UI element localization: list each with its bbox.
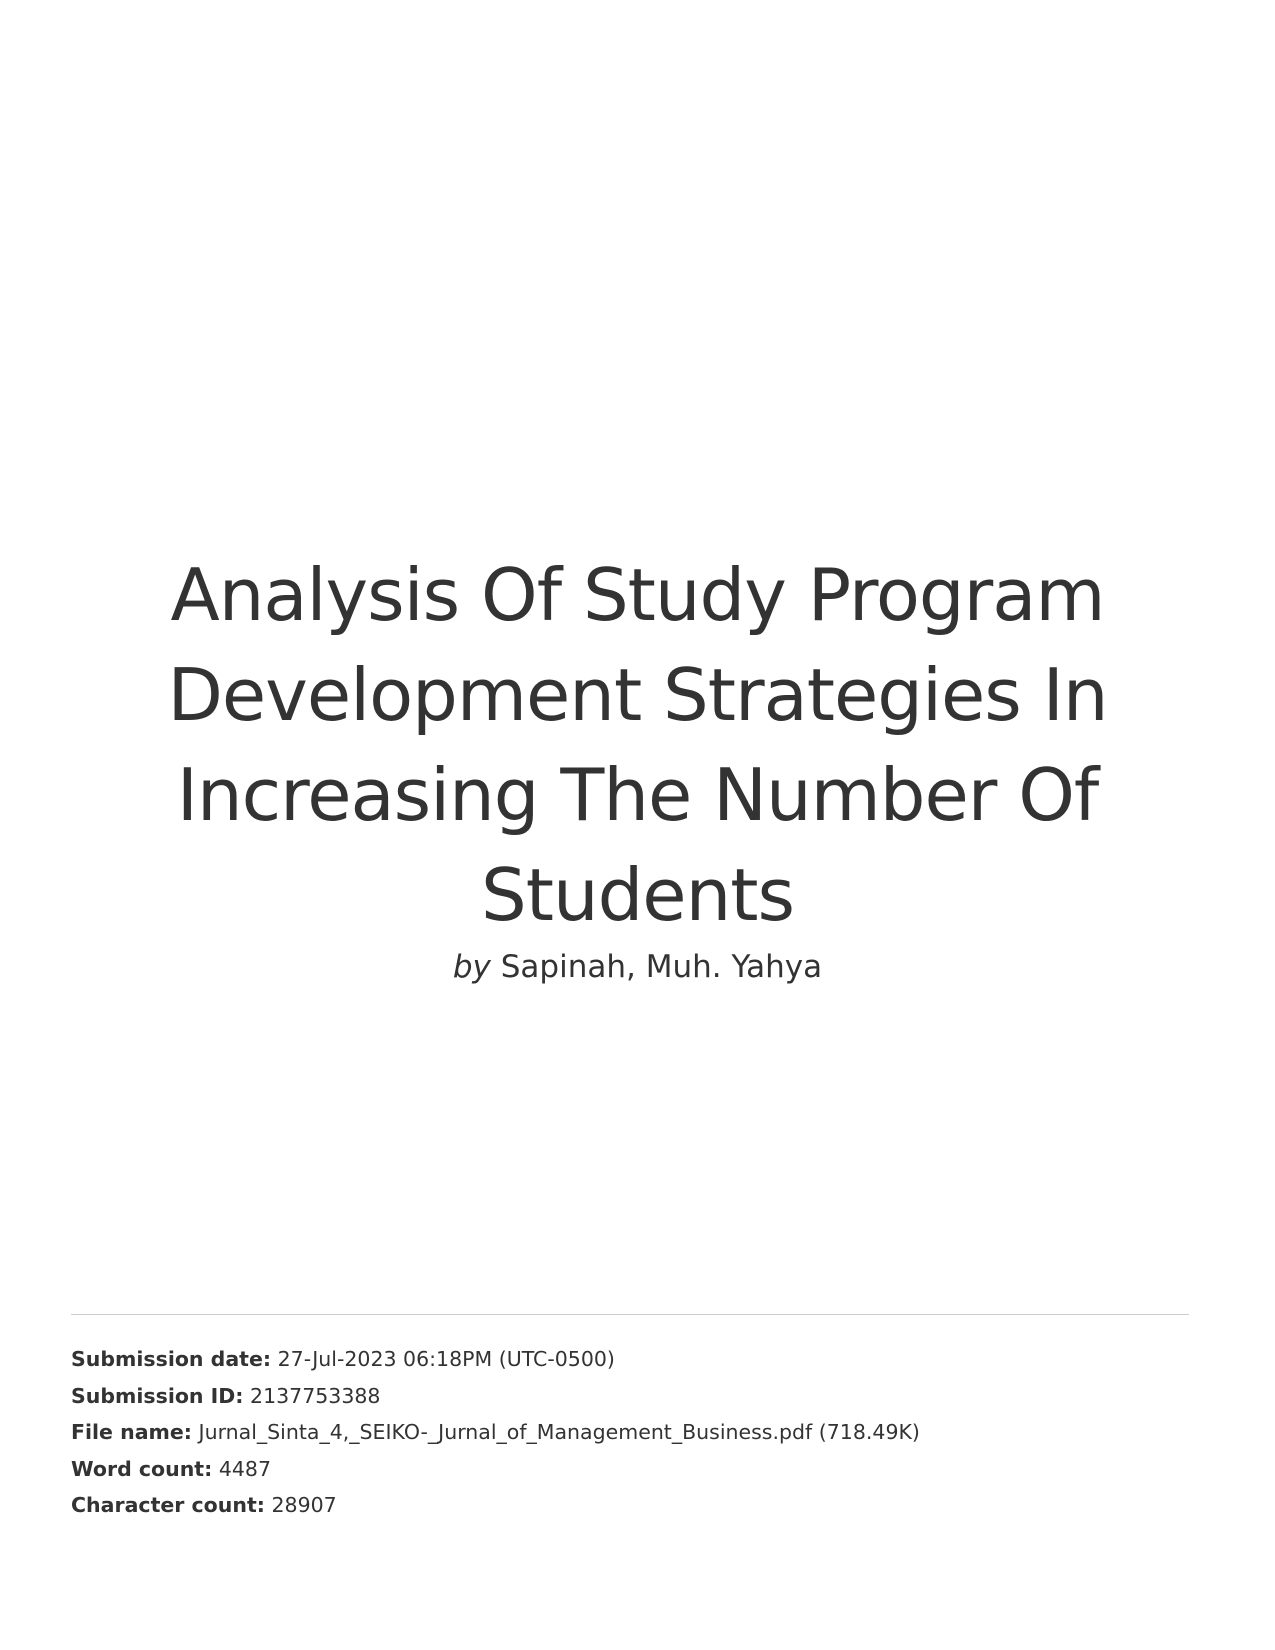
file-name-row <box>71 1414 1201 1451</box>
document-title: Analysis Of Study Program Development Strategies In Increasing The Number Of Students <box>167 553 1108 937</box>
byline <box>0 945 1275 989</box>
character-count-label: Character count: <box>71 1493 265 1517</box>
word-count-label: Word count: <box>71 1456 213 1481</box>
submission-id-label: Submission ID: <box>71 1383 244 1408</box>
word-count-row <box>71 1451 1201 1488</box>
character-count-row <box>71 1487 1201 1524</box>
file-name-label: File name: <box>71 1420 192 1444</box>
byline-prefix: by <box>452 949 491 985</box>
character-count-value: 28907 <box>271 1493 337 1517</box>
submission-id-value: 2137753388 <box>250 1383 381 1408</box>
divider <box>71 1314 1189 1315</box>
submission-date-value: 27-Jul-2023 06:18PM (UTC-0500) <box>277 1347 615 1371</box>
title-block <box>0 545 1275 989</box>
submission-details <box>71 1341 1201 1524</box>
file-name-value: Jurnal_Sinta_4,_SEIKO-_Jurnal_of_Management_Business.pdf (718.49K) <box>198 1420 920 1444</box>
submission-date-label: Submission date: <box>71 1347 272 1371</box>
submission-date-row <box>71 1341 1201 1378</box>
word-count-value: 4487 <box>218 1456 272 1481</box>
submission-id-row <box>71 1378 1201 1415</box>
authors: Sapinah, Muh. Yahya <box>500 949 823 985</box>
